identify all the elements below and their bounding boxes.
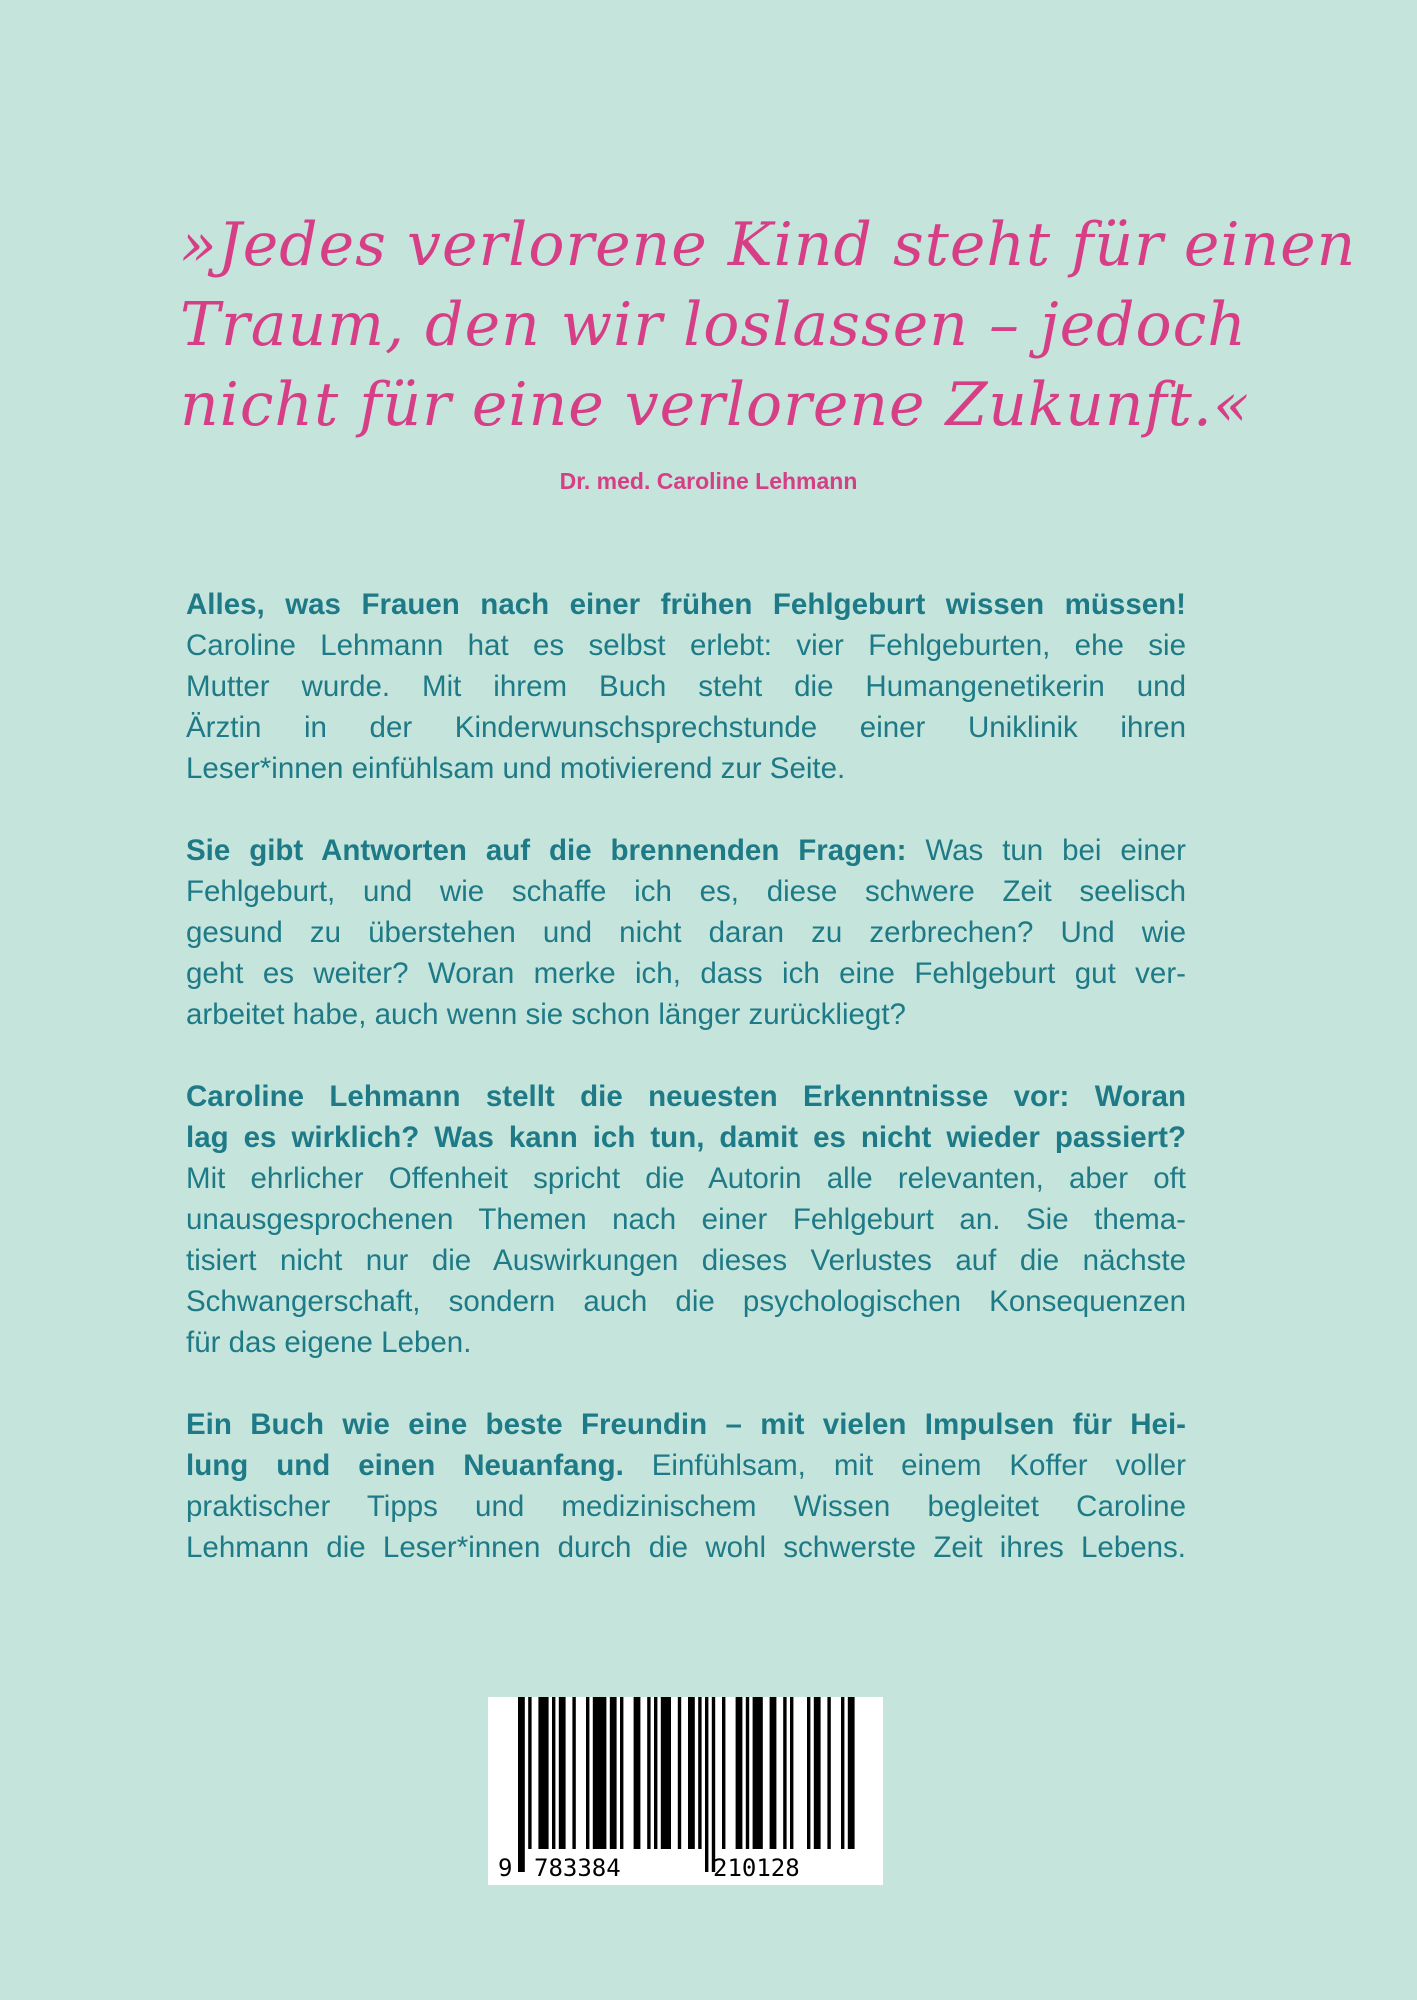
bold-lead: Caroline Lehmann stellt die neuesten Erkenntnisse vor: Woran [186, 1080, 1186, 1113]
barcode-bar [770, 1697, 777, 1849]
barcode-bar [848, 1697, 855, 1849]
text-line [186, 1322, 1186, 1363]
bold-lead: lag es wirklich? Was kann ich tun, damit es nicht wieder passiert? [186, 1121, 1186, 1154]
barcode-digit-group: 9 [498, 1854, 513, 1882]
line-text: Was tun bei einer [906, 834, 1186, 867]
line-text: geht es weiter? Woran merke ich, dass ich eine Fehlgeburt gut ver- [186, 957, 1186, 990]
barcode-bar [518, 1697, 525, 1872]
bold-lead: Ein Buch wie eine beste Freundin – mit vielen Impulsen für Hei- [186, 1408, 1186, 1441]
quote-line: Traum, den wir loslassen – jedoch [180, 290, 1247, 360]
barcode-bar [552, 1697, 555, 1849]
barcode-bar [528, 1697, 531, 1849]
line-text: Leser*innen einfühlsam und motivierend zur Seite. [186, 752, 846, 785]
line-text: Einfühlsam, mit einem Koffer voller [623, 1449, 1186, 1482]
text-line [186, 666, 1186, 707]
barcode-digit-group: 210128 [713, 1854, 800, 1882]
text-line [186, 994, 1186, 1035]
text-line [186, 953, 1186, 994]
barcode-bar [722, 1697, 725, 1849]
barcode-bar [841, 1697, 844, 1849]
barcode-bar [538, 1697, 548, 1849]
blurb-text [186, 584, 1186, 1609]
isbn-barcode [488, 1697, 883, 1885]
barcode-bar [620, 1697, 623, 1849]
barcode-bar [654, 1697, 657, 1849]
barcode-bar [753, 1697, 763, 1849]
bold-lead: Sie gibt Antworten auf die brennenden Fragen: [186, 834, 907, 867]
text-line [186, 625, 1186, 666]
line-text: praktischer Tipps und medizinischem Wissen begleitet Caroline [186, 1490, 1186, 1523]
text-line [186, 1281, 1186, 1322]
text-line [186, 1117, 1186, 1158]
barcode-bar [610, 1697, 617, 1849]
barcode-bar [634, 1697, 641, 1849]
barcode-bar [593, 1697, 607, 1849]
barcode-digits [488, 1854, 883, 1882]
blurb-paragraph [186, 1076, 1186, 1363]
line-text: Lehmann die Leser*innen durch die wohl schwerste Zeit ihres Lebens. [186, 1531, 1186, 1564]
barcode-bar [698, 1697, 701, 1849]
quote-line: »Jedes verlorene Kind steht für einen [180, 210, 1357, 280]
text-line [186, 1199, 1186, 1240]
barcode-bar [647, 1697, 650, 1849]
barcode-bar [807, 1697, 810, 1849]
barcode-bar [746, 1697, 749, 1849]
line-text: unausgesprochenen Themen nach einer Fehlgeburt an. Sie thema- [186, 1203, 1186, 1236]
line-text: für das eigene Leben. [186, 1326, 472, 1359]
line-text: tisiert nicht nur die Auswirkungen dieses Verlustes auf die nächste [186, 1244, 1186, 1277]
text-line [186, 1445, 1186, 1486]
barcode-bar [705, 1697, 708, 1872]
text-line [186, 1240, 1186, 1281]
line-text: Fehlgeburt, und wie schaffe ich es, diese schwere Zeit seelisch [186, 875, 1186, 908]
line-text: Ärztin in der Kinderwunschsprechstunde einer Uniklinik ihren [186, 711, 1186, 744]
text-line [186, 830, 1186, 871]
line-text: gesund zu überstehen und nicht daran zu zerbrechen? Und wie [186, 916, 1186, 949]
blurb-paragraph [186, 584, 1186, 789]
barcode-bar [712, 1697, 715, 1872]
barcode-bar [827, 1697, 830, 1849]
blurb-paragraph [186, 830, 1186, 1035]
text-line [186, 1527, 1186, 1568]
barcode-digit-group: 783384 [534, 1854, 621, 1882]
line-text: arbeitet habe, auch wenn sie schon länger zurückliegt? [186, 998, 906, 1031]
text-line [186, 748, 1186, 789]
line-text: Mit ehrlicher Offenheit spricht die Autorin alle relevanten, aber oft [186, 1162, 1186, 1195]
barcode-bar [688, 1697, 695, 1849]
barcode-bar [661, 1697, 671, 1849]
text-line [186, 871, 1186, 912]
barcode-bar [559, 1697, 566, 1849]
barcode-bar [783, 1697, 786, 1849]
bold-lead: Alles, was Frauen nach einer frühen Fehlgeburt wissen müssen! [186, 588, 1186, 621]
text-line [186, 584, 1186, 625]
barcode-bar [790, 1697, 793, 1849]
line-text: Schwangerschaft, sondern auch die psychologischen Konsequenzen [186, 1285, 1186, 1318]
quote-line: nicht für eine verlorene Zukunft.« [180, 370, 1251, 440]
line-text: Mutter wurde. Mit ihrem Buch steht die Humangenetikerin und [186, 670, 1186, 703]
quote-author: Dr. med. Caroline Lehmann [559, 468, 858, 494]
barcode-bar [678, 1697, 681, 1849]
barcode-bar [736, 1697, 743, 1849]
barcode-bar [814, 1697, 821, 1849]
text-line [186, 1486, 1186, 1527]
bold-lead: lung und einen Neuanfang. [186, 1449, 624, 1482]
barcode-bar [586, 1697, 589, 1849]
line-text: Caroline Lehmann hat es selbst erlebt: vier Fehlgeburten, ehe sie [186, 629, 1186, 662]
text-line [186, 1404, 1186, 1445]
barcode-bar [572, 1697, 575, 1849]
blurb-paragraph [186, 1404, 1186, 1568]
text-line [186, 707, 1186, 748]
text-line [186, 1076, 1186, 1117]
text-line [186, 912, 1186, 953]
cover-quote [180, 205, 1357, 445]
text-line [186, 1158, 1186, 1199]
